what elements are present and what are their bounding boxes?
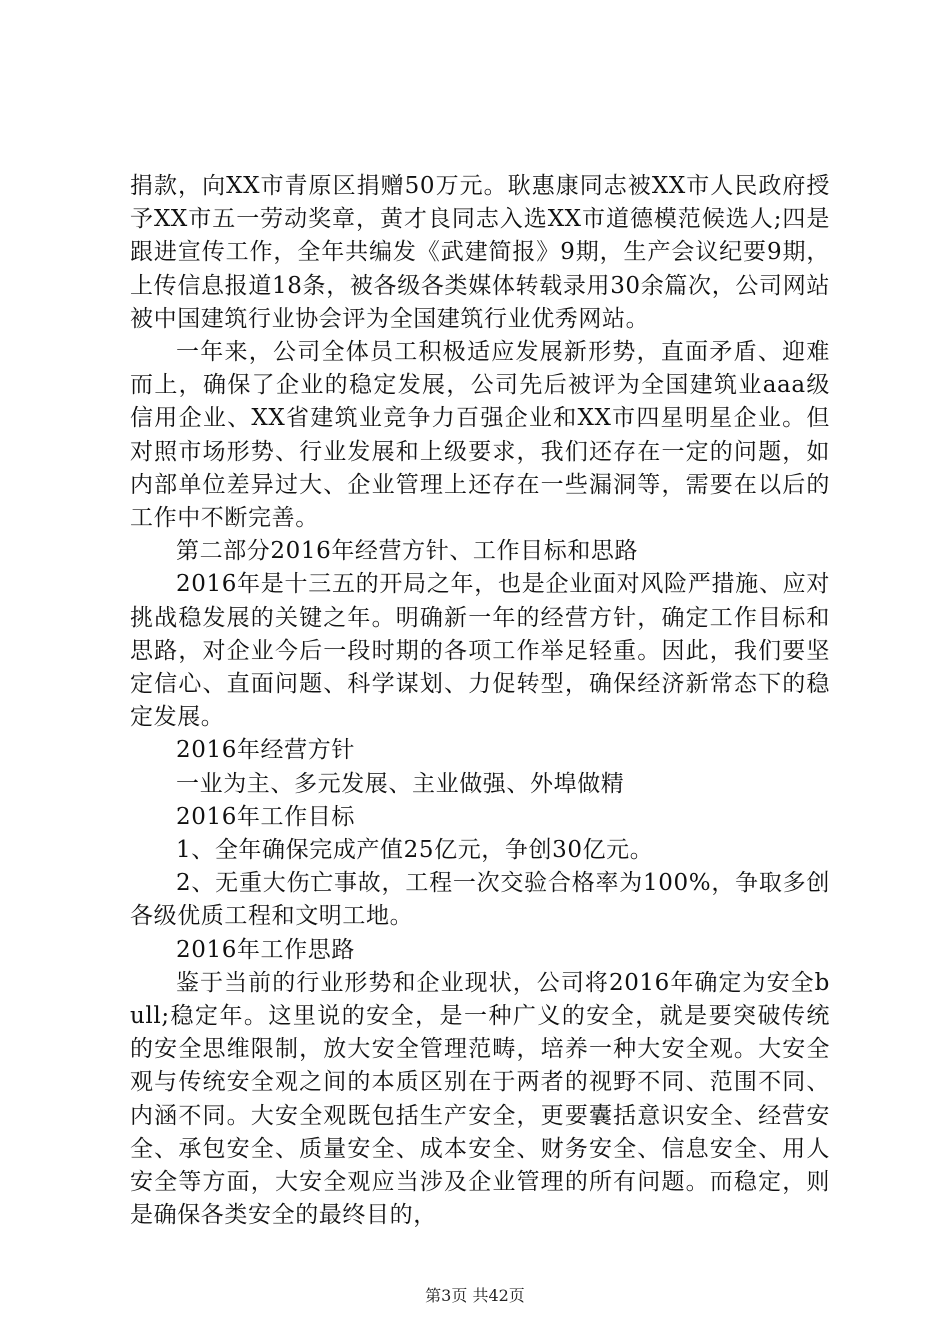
heading-business-policy: 2016年经营方针 [176,737,355,764]
paragraph-business-policy: 一业为主、多元发展、主业做强、外埠做精 [176,770,625,797]
paragraph-donation-and-publicity: 捐款，向XX市青原区捐赠50万元。耿惠康同志被XX市人民政府授予XX市五一劳动奖章，黄才良同志入选XX市道德模范候选人;四是跟进宣传工作，全年共编发《武建简报》9期，生产会议纪要9期，上传信息报道18条，被各级各类媒体转载录用30余篇次，公司网站被中国建筑行业协会评为全国建筑行业优秀网站。 [130,173,830,332]
heading-work-goals: 2016年工作目标 [176,803,355,830]
goal-item-1: 1、全年确保完成产值25亿元，争创30亿元。 [176,837,654,864]
page-number-footer: 第3页 共42页 [425,1286,525,1305]
paragraph-work-approach: 鉴于当前的行业形势和企业现状，公司将2016年确定为安全bull;稳定年。这里说的安全，是一种广义的安全，就是要突破传统的安全思维限制，放大安全管理范畴，培养一种大安全观。大安全观与传统安全观之间的本质区别在于两者的视野不同、范围不同、内涵不同。大安全观既包括生产安全，更要囊括意识安全、经营安全、承包安全、质量安全、成本安全、财务安全、信息安全、用人安全等方面，大安全观应当涉及企业管理的所有问题。而稳定，则是确保各类安全的最终目的， [130,969,830,1229]
paragraph-year-summary: 一年来，公司全体员工积极适应发展新形势，直面矛盾、迎难而上，确保了企业的稳定发展，公司先后被评为全国建筑业aaa级信用企业、XX省建筑业竞争力百强企业和XX市四星明星企业。但对照市场形势、行业发展和上级要求，我们还存在一定的问题，如内部单位差异过大、企业管理上还存在一些漏洞等，需要在以后的工作中不断完善。 [130,339,830,532]
section-heading-part-two: 第二部分2016年经营方针、工作目标和思路 [176,538,639,565]
paragraph-2016-overview: 2016年是十三五的开局之年，也是企业面对风险严措施、应对挑战稳发展的关键之年。明确新一年的经营方针，确定工作目标和思路，对企业今后一段时期的各项工作举足轻重。因此，我们要坚定信心、直面问题、科学谋划、力促转型，确保经济新常态下的稳定发展。 [130,571,830,731]
document-body [130,170,830,1233]
heading-work-approach: 2016年工作思路 [176,936,355,963]
goal-item-2: 2、无重大伤亡事故，工程一次交验合格率为100%，争取多创各级优质工程和文明工地。 [130,870,830,930]
